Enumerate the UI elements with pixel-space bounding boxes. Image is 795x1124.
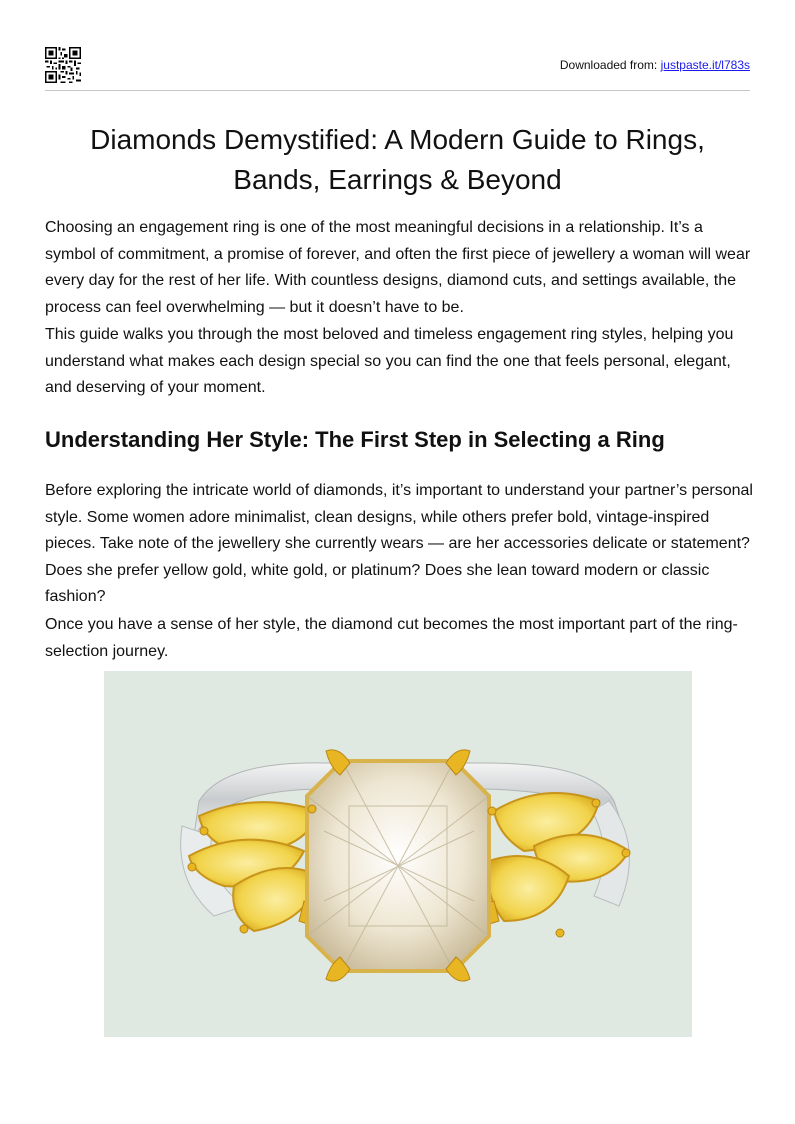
section-paragraph-2: Once you have a sense of her style, the diamond cut becomes the most important part of the ring-selection journey.: [45, 616, 738, 660]
download-source: [560, 58, 750, 72]
center-diamond: [307, 761, 489, 971]
section-paragraph-1: Before exploring the intricate world of diamonds, it’s important to understand your partner’s personal style. Some women adore minimalist, clean designs, while others prefer bold, vintage-inspired pieces. Take note of the jewellery she currently wears — are her accessories delicate or statement? Does she prefer yellow gold, white gold, or platinum? Does she lean toward modern or classic fashion?: [45, 482, 753, 606]
intro-paragraph-2: This guide walks you through the most beloved and timeless engagement ring styles, helping you understand what makes each design special so you can find the one that feels personal, elegant, and deserving of your moment.: [45, 326, 734, 397]
source-link[interactable]: justpaste.it/l783s: [660, 58, 750, 72]
download-label: Downloaded from:: [559, 58, 658, 72]
section-heading: Understanding Her Style: The First Step in Selecting a Ring: [45, 427, 665, 452]
ring-photo: [104, 671, 692, 1037]
qr-code-icon: [45, 47, 81, 83]
page-header: [45, 45, 750, 91]
page-title: Diamonds Demystified: A Modern Guide to Rings, Bands, Earrings & Beyond: [90, 124, 705, 195]
intro-paragraph-1: Choosing an engagement ring is one of the most meaningful decisions in a relationship. It’s a symbol of commitment, a promise of forever, and often the first piece of jewellery a woman will wear every day for the rest of her life. With countless designs, diamond cuts, and settings available, the process can feel overwhelming — but it doesn’t have to be.: [45, 219, 751, 316]
